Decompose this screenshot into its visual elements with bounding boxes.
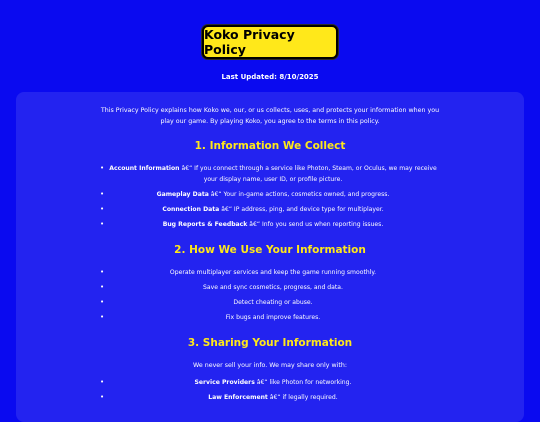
bullet-icon: • (100, 164, 105, 172)
list-item-fix-bugs: Fix bugs and improve features. (225, 314, 321, 321)
bullet-icon: • (100, 220, 105, 228)
list-item-term: Service Providers (194, 379, 255, 386)
list-item-text: â€“ if legally required. (269, 394, 338, 401)
list-item-text: â€“ If you connect through a service like Photon, Steam, or Oculus, we may receive your display name, user ID, or profile picture. (181, 165, 437, 183)
list-item-term: Gameplay Data (156, 191, 209, 198)
bullet-icon: • (100, 190, 105, 198)
list-item-save-sync: Save and sync cosmetics, progress, and data. (203, 284, 343, 291)
section-heading-use: 2. How We Use Your Information (174, 244, 366, 256)
last-updated: Last Updated: 8/10/2025 (221, 73, 319, 81)
list-item-account-info (108, 163, 438, 185)
list-item-service-providers (108, 377, 438, 388)
list-item-term: Bug Reports & Feedback (162, 221, 248, 228)
list-item-detect-cheating: Detect cheating or abuse. (233, 299, 313, 306)
list-item-connection-data (108, 204, 438, 215)
bullet-icon: • (100, 205, 105, 213)
page-title-badge (202, 25, 338, 59)
section-heading-sharing: 3. Sharing Your Information (187, 337, 353, 349)
section-heading-collect: 1. Information We Collect (194, 140, 346, 152)
list-item-text: â€“ IP address, ping, and device type for multiplayer. (221, 206, 384, 213)
list-item-operate: Operate multiplayer services and keep the game running smoothly. (169, 269, 377, 276)
bullet-icon: • (100, 283, 105, 291)
list-item-text: â€“ like Photon for networking. (256, 379, 352, 386)
sharing-lead: We never sell your info. We may share only with: (192, 362, 348, 369)
list-item-text: â€“ Info you send us when reporting issues. (249, 221, 384, 228)
intro-paragraph: This Privacy Policy explains how Koko we, our, or us collects, uses, and protects your information when you play our game. By playing Koko, you agree to the terms in this policy. (100, 107, 440, 125)
bullet-icon: • (100, 268, 105, 276)
bullet-icon: • (100, 298, 105, 306)
list-item-term: Law Enforcement (208, 394, 268, 401)
list-item-term: Account Information (109, 165, 180, 172)
bullet-icon: • (100, 378, 105, 386)
list-item-text: â€“ Your in-game actions, cosmetics owned, and progress. (210, 191, 390, 198)
page-title: Koko Privacy Policy (204, 27, 295, 57)
list-item-law-enforcement (108, 392, 438, 403)
bullet-icon: • (100, 393, 105, 401)
list-item-bug-reports (108, 219, 438, 230)
bullet-icon: • (100, 313, 105, 321)
list-item-term: Connection Data (162, 206, 220, 213)
list-item-gameplay-data (108, 189, 438, 200)
